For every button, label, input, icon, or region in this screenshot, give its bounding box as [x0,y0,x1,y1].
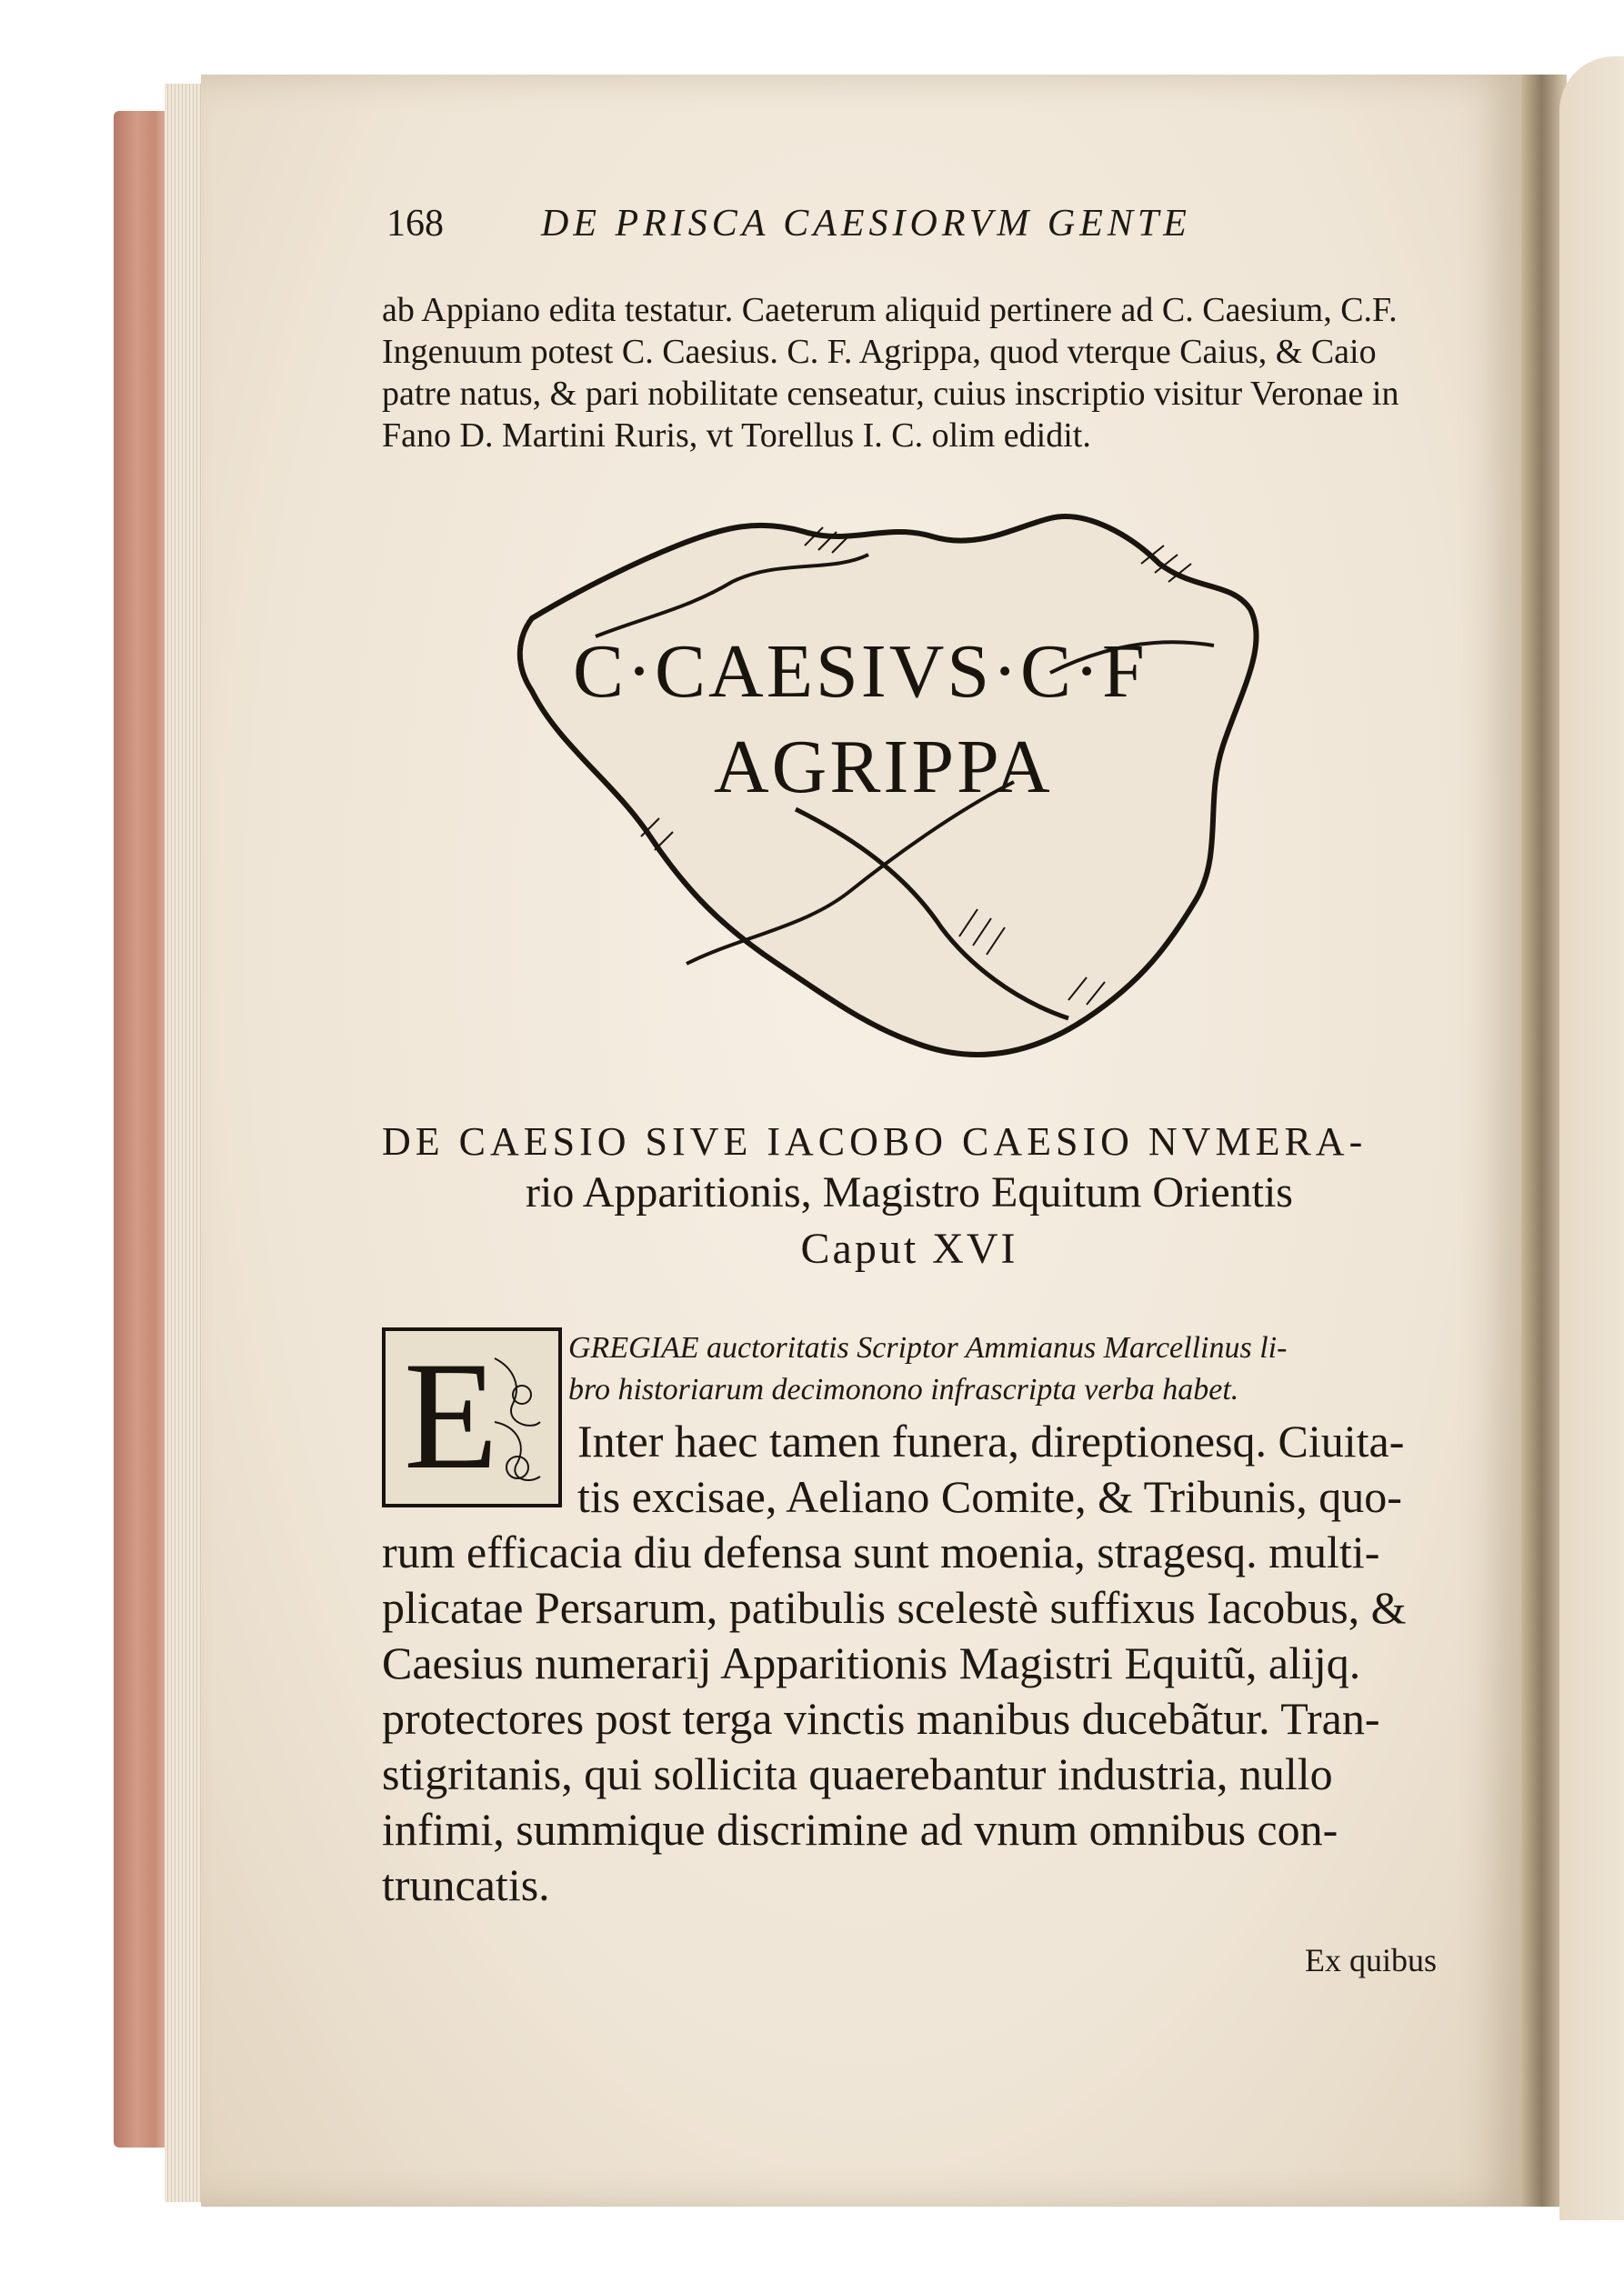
quote-line: rum efficacia diu defensa sunt moenia, stragesq. multi- [382,1527,1380,1577]
text-line: bro historiarum decimonono infrascripta verba habet. [568,1373,1239,1407]
quote-line: Caesius numerarij Apparitionis Magistri Equitũ, alijq. [382,1637,1361,1688]
quote-line: protectores post terga vinctis manibus ducebãtur. Tran- [382,1693,1380,1744]
text-line: ab Appiano edita testatur. Caeterum aliquid pertinere ad C. Caesium, C.F. [382,291,1398,329]
chapter-number: Caput XVI [800,1225,1018,1273]
quote-line: tis excisae, Aeliano Comite, & Tribunis, quo- [577,1471,1402,1522]
inscription-line-1: C·CAESIVS·C·F [573,629,1148,714]
quote-line: Inter haec tamen funera, direptionesq. Ciuita- [577,1416,1405,1467]
initial-letter: E [404,1330,498,1501]
book-fore-edge [114,111,172,2148]
chapter-title-line-2: rio Apparitionis, Magistro Equitum Orientis [526,1168,1293,1217]
chapter-title-line-1: DE CAESIO SIVE IACOBO CAESIO NVMERA- [382,1119,1368,1164]
text-line: Fano D. Martini Ruris, vt Torellus I. C. olim edidit. [382,416,1091,455]
quote-line: truncatis. [382,1859,550,1910]
running-title: DE PRISCA CAESIORVM GENTE [541,203,1191,245]
text-line: GREGIAE auctoritatis Scriptor Ammianus Marcellinus li- [568,1331,1288,1365]
ammianus-quotation [382,1414,1446,1913]
inscription-woodcut [505,509,1268,1073]
catchword: Ex quibus [1305,1942,1438,1978]
chapter-heading [382,1118,1437,1277]
intro-sentence [568,1327,1441,1411]
quote-line: infimi, summique discrimine ad vnum omnibus con- [382,1804,1338,1855]
inscription-line-2: AGRIPPA [714,725,1053,809]
text-line: Ingenuum potest C. Caesius. C. F. Agrippa, quod vterque Caius, & Caio [382,333,1377,371]
page-number: 168 [386,203,444,245]
quote-line: stigritanis, qui sollicita quaerebantur industria, nullo [382,1748,1333,1799]
opening-paragraph [382,289,1437,456]
facing-page-edge [1559,56,1624,2220]
quote-line: plicatae Persarum, patibulis scelestè suffixus Iacobus, & [382,1582,1407,1633]
text-line: patre natus, & pari nobilitate censeatur, cuius inscriptio visitur Veronae in [382,375,1399,413]
